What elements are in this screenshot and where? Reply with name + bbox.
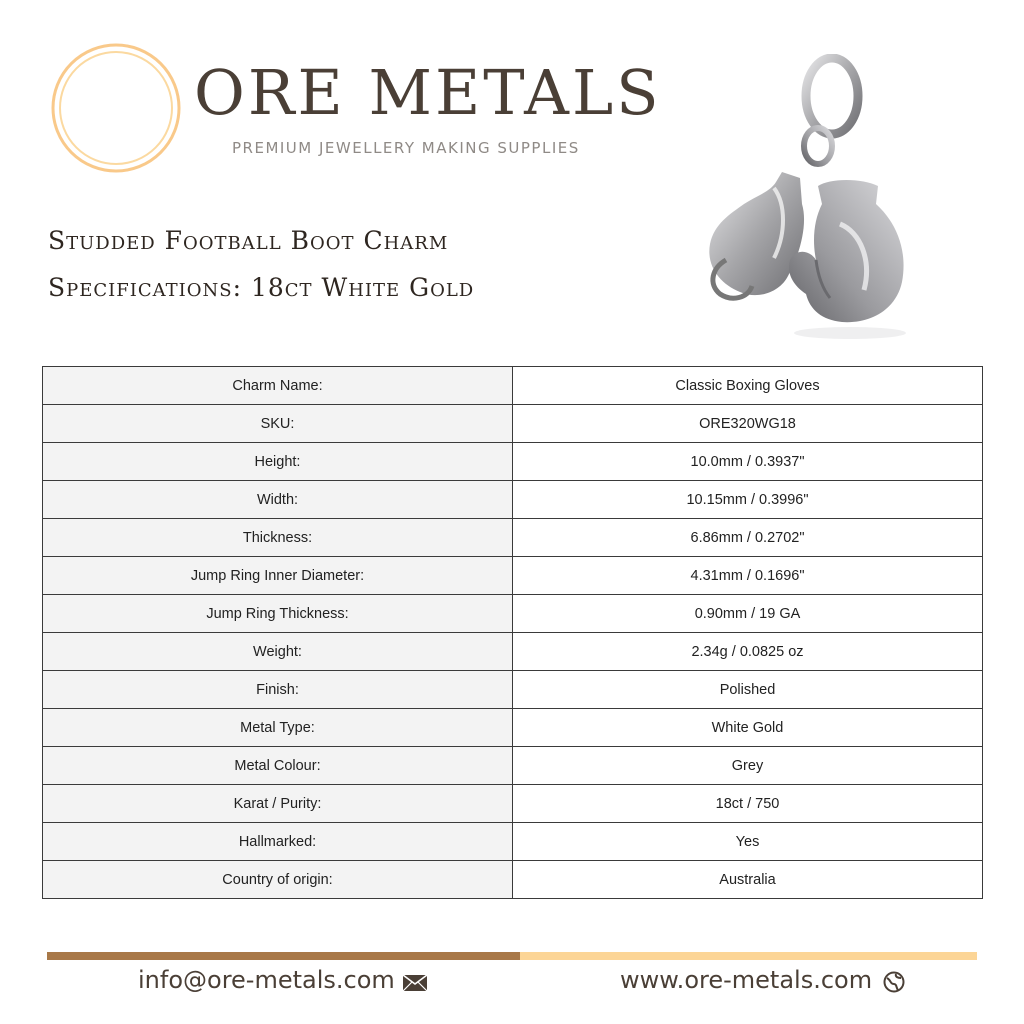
globe-icon — [882, 970, 906, 994]
table-row — [43, 519, 983, 557]
table-row — [43, 367, 983, 405]
spec-value: White Gold — [513, 709, 983, 747]
spec-value: ORE320WG18 — [513, 405, 983, 443]
table-row — [43, 747, 983, 785]
table-row — [43, 481, 983, 519]
website-link[interactable]: www.ore-metals.com — [620, 966, 873, 994]
spec-value: Classic Boxing Gloves — [513, 367, 983, 405]
logo-ring — [50, 42, 182, 174]
table-row — [43, 557, 983, 595]
spec-label: Height: — [43, 443, 513, 481]
email-link[interactable]: info@ore-metals.com — [138, 966, 395, 994]
spec-label: Jump Ring Inner Diameter: — [43, 557, 513, 595]
spec-value: Grey — [513, 747, 983, 785]
brand-name: ORE METALS — [194, 56, 662, 129]
spec-value: Yes — [513, 823, 983, 861]
footer-divider-right — [520, 952, 977, 960]
spec-label: Hallmarked: — [43, 823, 513, 861]
table-row — [43, 671, 983, 709]
spec-value: Australia — [513, 861, 983, 899]
product-image — [690, 54, 920, 344]
spec-label: Thickness: — [43, 519, 513, 557]
spec-value: 4.31mm / 0.1696" — [513, 557, 983, 595]
spec-value: 10.0mm / 0.3937" — [513, 443, 983, 481]
spec-label: Charm Name: — [43, 367, 513, 405]
spec-value: 10.15mm / 0.3996" — [513, 481, 983, 519]
footer-divider-left — [47, 952, 520, 960]
table-row — [43, 633, 983, 671]
spec-label: Jump Ring Thickness: — [43, 595, 513, 633]
spec-label: Metal Colour: — [43, 747, 513, 785]
mail-icon — [402, 974, 428, 992]
spec-label: Karat / Purity: — [43, 785, 513, 823]
table-row — [43, 785, 983, 823]
footer-divider — [47, 952, 977, 960]
spec-label: Width: — [43, 481, 513, 519]
spec-value: 6.86mm / 0.2702" — [513, 519, 983, 557]
spec-label: Finish: — [43, 671, 513, 709]
table-row — [43, 823, 983, 861]
table-row — [43, 861, 983, 899]
spec-value: 0.90mm / 19 GA — [513, 595, 983, 633]
spec-label: Country of origin: — [43, 861, 513, 899]
spec-value: 18ct / 750 — [513, 785, 983, 823]
spec-label: SKU: — [43, 405, 513, 443]
specifications-heading: Specifications: 18ct White Gold — [48, 273, 475, 302]
table-row — [43, 405, 983, 443]
spec-value: 2.34g / 0.0825 oz — [513, 633, 983, 671]
table-row — [43, 443, 983, 481]
table-row — [43, 709, 983, 747]
spec-table — [42, 366, 983, 899]
spec-label: Weight: — [43, 633, 513, 671]
table-row — [43, 595, 983, 633]
spec-value: Polished — [513, 671, 983, 709]
brand-tagline: PREMIUM JEWELLERY MAKING SUPPLIES — [232, 139, 580, 157]
product-title: Studded Football Boot Charm — [48, 226, 449, 255]
spec-label: Metal Type: — [43, 709, 513, 747]
